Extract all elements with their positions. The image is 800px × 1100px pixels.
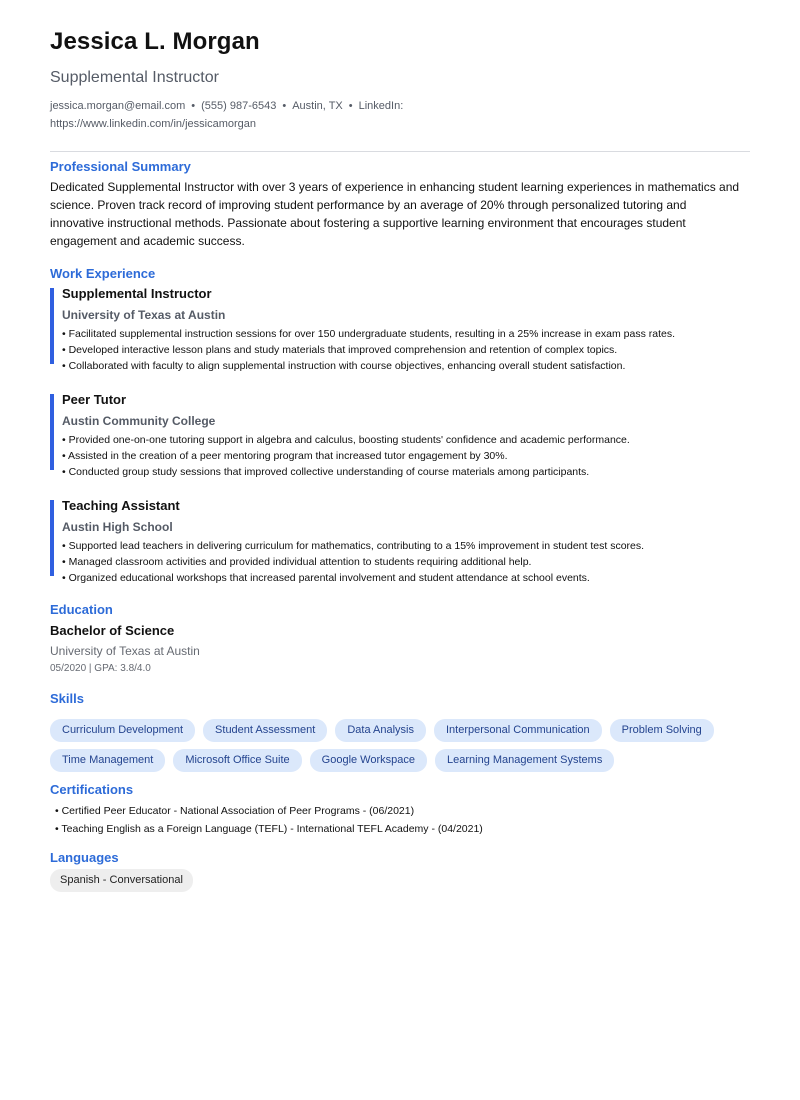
certification-item: • Teaching English as a Foreign Language (TEFL) - International TEFL Academy - (04/2021) xyxy=(55,823,483,835)
skill-chip: Problem Solving xyxy=(610,719,714,742)
certification-item: • Certified Peer Educator - National Association of Peer Programs - (06/2021) xyxy=(55,805,415,817)
contact-phone: (555) 987-6543 xyxy=(201,100,277,112)
skill-chip: Time Management xyxy=(50,749,165,772)
job-entry xyxy=(50,498,750,586)
section-title-languages: Languages xyxy=(50,850,119,865)
skill-chip: Google Workspace xyxy=(310,749,427,772)
job-bullets xyxy=(62,538,750,586)
skills-list xyxy=(50,719,750,779)
job-bullet: • Conducted group study sessions that improved collective understanding of course materials among participants. xyxy=(62,466,590,478)
contact-linkedin-label: LinkedIn: xyxy=(358,100,404,112)
languages-section xyxy=(50,850,750,892)
education-degree: Bachelor of Science xyxy=(50,623,175,638)
section-title-experience: Work Experience xyxy=(50,266,156,281)
skill-chip: Data Analysis xyxy=(335,719,426,742)
skills-section xyxy=(50,691,750,779)
contact-separator: • xyxy=(191,100,196,112)
job-bullets xyxy=(62,432,750,480)
section-title-summary: Professional Summary xyxy=(50,159,191,174)
job-bullets xyxy=(62,326,750,374)
candidate-title: Supplemental Instructor xyxy=(50,69,219,86)
candidate-name: Jessica L. Morgan xyxy=(50,28,260,55)
job-organization: Austin High School xyxy=(62,520,173,534)
job-organization: University of Texas at Austin xyxy=(62,308,226,322)
job-bullet: • Organized educational workshops that increased parental involvement and student attendance at school events. xyxy=(62,572,590,584)
section-title-certifications: Certifications xyxy=(50,782,134,797)
job-title: Peer Tutor xyxy=(62,392,127,407)
education-section xyxy=(50,602,750,676)
contact-separator: • xyxy=(282,100,287,112)
job-bullet: • Supported lead teachers in delivering curriculum for mathematics, contributing to a 15% improvement in student test scores. xyxy=(62,540,645,552)
education-school: University of Texas at Austin xyxy=(50,644,200,658)
summary-section xyxy=(50,159,750,250)
job-bullet: • Developed interactive lesson plans and study materials that improved comprehension and retention of complex topics. xyxy=(62,344,618,356)
contact-separator: • xyxy=(348,100,353,112)
contact-line xyxy=(50,97,410,133)
header-divider xyxy=(50,151,750,152)
experience-section xyxy=(50,266,750,586)
certifications-section xyxy=(50,782,750,838)
section-title-skills: Skills xyxy=(50,691,84,706)
skill-chip: Student Assessment xyxy=(203,719,327,742)
skill-chip: Learning Management Systems xyxy=(435,749,614,772)
contact-linkedin-url[interactable]: https://www.linkedin.com/in/jessicamorgan xyxy=(50,118,257,130)
job-bullet: • Managed classroom activities and provided individual attention to students requiring additional help. xyxy=(62,556,532,568)
skill-chip: Interpersonal Communication xyxy=(434,719,602,742)
skill-chip: Curriculum Development xyxy=(50,719,195,742)
contact-email[interactable]: jessica.morgan@email.com xyxy=(50,100,186,112)
contact-location: Austin, TX xyxy=(292,100,343,112)
language-chip: Spanish - Conversational xyxy=(50,869,193,892)
education-meta: 05/2020 | GPA: 3.8/4.0 xyxy=(50,663,151,674)
job-bullet: • Provided one-on-one tutoring support in algebra and calculus, boosting students' confidence and academic performance. xyxy=(62,434,630,446)
job-entry xyxy=(50,286,750,374)
section-title-education: Education xyxy=(50,602,113,617)
job-bullet: • Assisted in the creation of a peer mentoring program that increased tutor engagement by 30%. xyxy=(62,450,508,462)
job-entry xyxy=(50,392,750,480)
summary-text: Dedicated Supplemental Instructor with over 3 years of experience in enhancing student learning experiences in mathematics and science. Proven track record of improving student performance by an average of 20% through personalized tutoring and innovative instructional methods. Passionate about fostering a supportive learning environment that encourages student engagement and academic success. xyxy=(50,180,740,248)
skill-chip: Microsoft Office Suite xyxy=(173,749,301,772)
job-bullet: • Facilitated supplemental instruction sessions for over 150 undergraduate students, resulting in a 25% increase in exam pass rates. xyxy=(62,328,676,340)
job-bullet: • Collaborated with faculty to align supplemental instruction with course objectives, enhancing overall student satisfaction. xyxy=(62,360,626,372)
job-title: Supplemental Instructor xyxy=(62,286,212,301)
job-organization: Austin Community College xyxy=(62,414,216,428)
job-title: Teaching Assistant xyxy=(62,498,180,513)
